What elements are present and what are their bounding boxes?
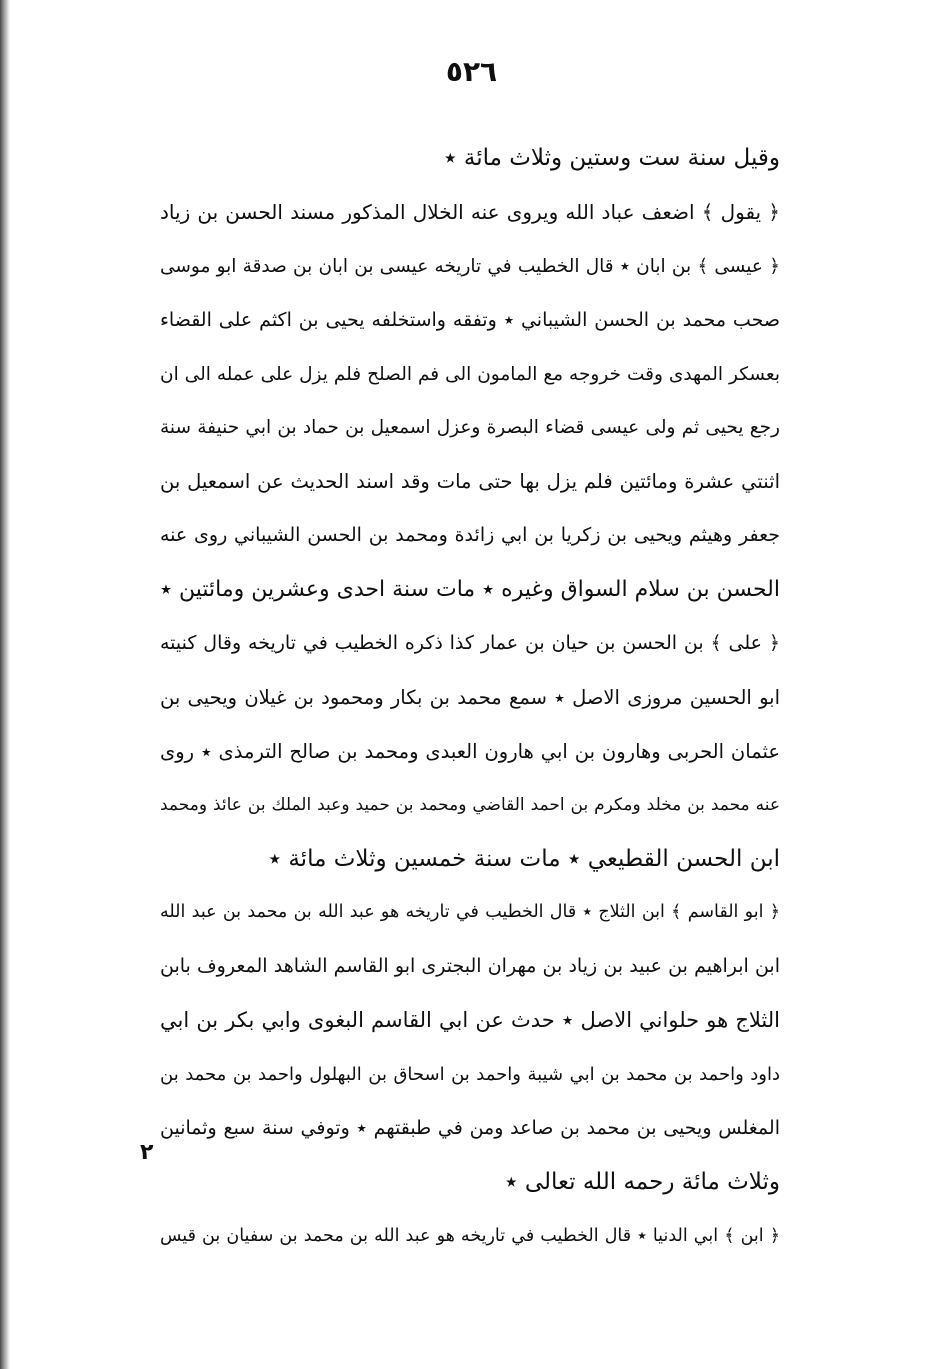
- text-line: ﴿ عيسى ﴾ بن ابان ٭ قال الخطيب في تاريخه عيسى بن ابان بن صدقة ابو موسى: [160, 255, 780, 277]
- text-line: ابن الحسن القطيعي ٭ مات سنة خمسين وثلاث مائة ٭: [268, 845, 780, 872]
- text-line: اثنتي عشرة ومائتين فلم يزل بها حتى مات وقد اسند الحديث عن اسمعيل بن: [160, 470, 780, 494]
- main-text-block: [160, 132, 780, 1264]
- text-line: جعفر وهيثم ويحيى بن زكريا بن ابي زائدة ومحمد بن الحسن الشيباني روى عنه: [160, 524, 780, 547]
- margin-note: ٢: [140, 1140, 154, 1165]
- text-line: وقيل سنة ست وستين وثلاث مائة ٭: [444, 145, 780, 171]
- page-number: ٥٢٦: [445, 55, 498, 88]
- text-line: عنه محمد بن مخلد ومكرم بن احمد القاضي ومحمد بن حميد وعبد الملك بن عائذ ومحمد: [160, 794, 780, 815]
- text-line: ﴿ يقول ﴾ اضعف عباد الله ويروى عنه الخلال المذكور مسند الحسن بن زياد: [160, 199, 780, 224]
- text-line: ﴿ ابو القاسم ﴾ ابن الثلاج ٭ قال الخطيب في تاريخه هو عبد الله بن محمد بن عبد الله: [160, 902, 780, 923]
- text-line: ﴿ على ﴾ بن الحسن بن حيان بن عمار كذا ذكره الخطيب في تاريخه وقال كنيته: [160, 632, 780, 655]
- binding-shadow: [0, 0, 10, 1369]
- text-line: ﴿ ابن ﴾ ابي الدنيا ٭ قال الخطيب في تاريخه هو عبد الله بن محمد بن سفيان بن قيس: [160, 1225, 780, 1246]
- text-line: المغلس ويحيى بن محمد بن صاعد ومن في طبقتهم ٭ وتوفي سنة سبع وثمانين: [160, 1117, 780, 1140]
- text-line: وثلاث مائة رحمه الله تعالى ٭: [504, 1168, 780, 1195]
- text-line: داود واحمد بن محمد بن ابي شيبة واحمد بن اسحاق بن البهلول واحمد بن محمد بن: [160, 1064, 780, 1086]
- text-line: ابو الحسين مروزى الاصل ٭ سمع محمد بن بكار ومحمود بن غيلان ويحيى بن: [160, 685, 780, 709]
- text-line: رجع يحيى ثم ولى عيسى قضاء البصرة وعزل اسمعيل بن حماد بن ابي حنيفة سنة: [160, 417, 780, 439]
- text-line: الثلاج هو حلواني الاصل ٭ حدث عن ابي القاسم البغوى وابي بكر بن ابي: [160, 1008, 780, 1033]
- text-line: ابن ابراهيم بن عبيد بن زياد بن مهران البجترى ابو القاسم الشاهد المعروف بابن: [160, 955, 780, 978]
- text-line: الحسن بن سلام السواق وغيره ٭ مات سنة احدى وعشرين ومائتين ٭: [160, 577, 780, 603]
- text-line: عثمان الحربى وهارون بن ابي هارون العبدى ومحمد بن صالح الترمذى ٭ روى: [160, 739, 780, 763]
- text-line: صحب محمد بن الحسن الشيباني ٭ وتفقه واستخلفه يحيى بن اكثم على القضاء: [160, 308, 780, 331]
- text-line: بعسكر المهدى وقت خروجه مع المامون الى فم الصلح فلم يزل على عمله الى ان: [160, 363, 780, 385]
